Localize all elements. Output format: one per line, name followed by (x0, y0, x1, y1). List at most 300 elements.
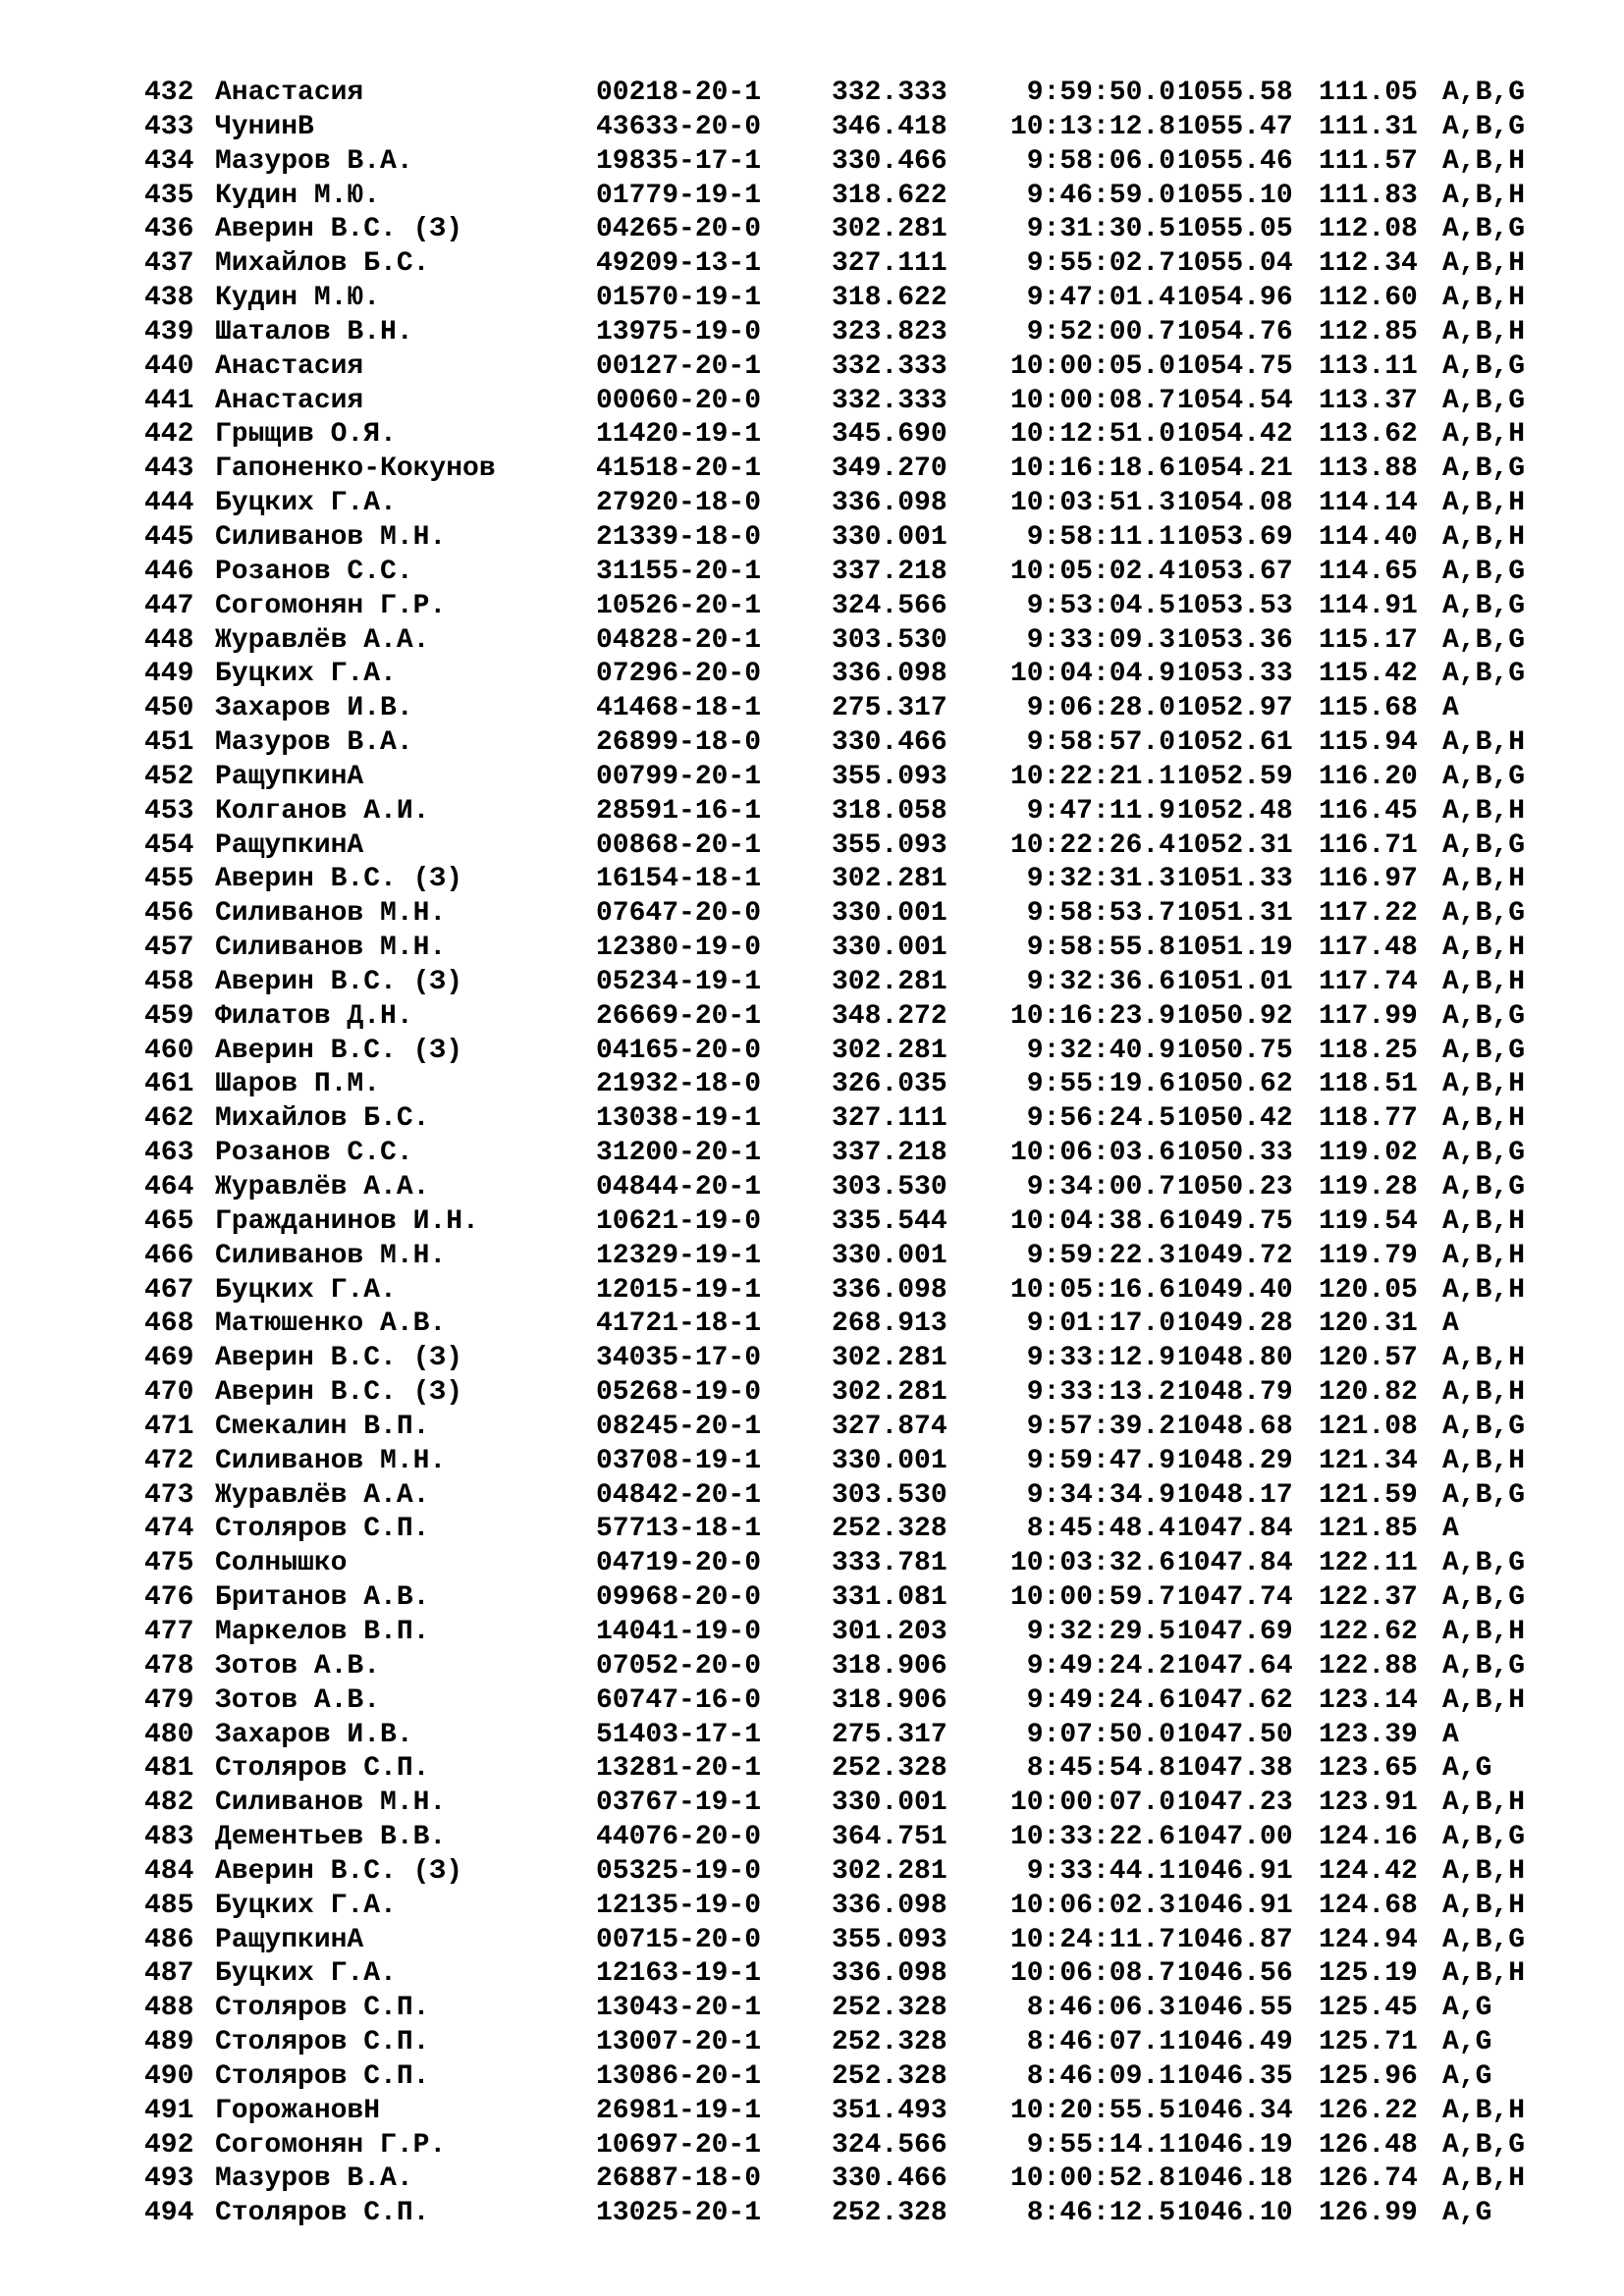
row-number: 462 (144, 1103, 194, 1135)
cumulative-value: 121.08 (1319, 1411, 1418, 1442)
table-row (144, 1102, 1526, 1137)
participant-name: Столяров С.П. (215, 1514, 430, 1545)
table-row (144, 316, 1526, 350)
flags-value: A,B,G (1442, 1548, 1526, 1579)
table-row (144, 966, 1526, 1000)
cumulative-value: 112.85 (1319, 316, 1418, 347)
time-value: 10:16:23.9 (1009, 1000, 1175, 1032)
record-code: 28591-16-1 (596, 795, 762, 827)
time-value: 9:32:29.5 (1026, 1616, 1175, 1647)
record-code: 31155-20-1 (596, 556, 762, 587)
score-value: 1050.23 (1177, 1172, 1293, 1202)
table-row (144, 1171, 1526, 1205)
table-row (144, 1547, 1526, 1581)
time-value: 10:06:03.6 (1009, 1138, 1175, 1169)
score-value: 1046.18 (1177, 2163, 1293, 2195)
cumulative-value: 126.74 (1319, 2163, 1418, 2195)
time-value: 9:33:09.3 (1026, 624, 1175, 656)
record-code: 41518-20-1 (596, 454, 762, 485)
participant-name: Аверин В.С. (З) (215, 966, 463, 997)
distance-value: 275.317 (832, 693, 947, 724)
cumulative-value: 116.45 (1319, 795, 1418, 827)
distance-value: 337.218 (832, 556, 947, 587)
distance-value: 330.001 (832, 1240, 947, 1271)
score-value: 1051.33 (1177, 864, 1293, 895)
row-number: 470 (144, 1377, 194, 1409)
cumulative-value: 119.02 (1319, 1138, 1418, 1169)
distance-value: 327.111 (832, 248, 947, 280)
record-code: 07647-20-0 (596, 898, 762, 930)
score-value: 1054.42 (1177, 419, 1293, 451)
participant-name: Мазуров В.А. (215, 727, 413, 759)
cumulative-value: 112.08 (1319, 214, 1418, 245)
record-code: 13043-20-1 (596, 1993, 762, 2024)
time-value: 10:03:51.3 (1009, 488, 1175, 519)
flags-value: A,B,G (1442, 1035, 1526, 1066)
participant-name: Аверин В.С. (З) (215, 1035, 463, 1066)
flags-value: A,B,G (1442, 350, 1526, 382)
cumulative-value: 114.91 (1319, 590, 1418, 621)
score-value: 1046.87 (1177, 1924, 1293, 1955)
row-number: 444 (144, 488, 194, 519)
table-row (144, 726, 1526, 761)
row-number: 465 (144, 1205, 194, 1237)
score-value: 1046.55 (1177, 1993, 1293, 2024)
score-value: 1055.47 (1177, 111, 1293, 142)
distance-value: 302.281 (832, 966, 947, 997)
time-value: 9:49:24.6 (1026, 1684, 1175, 1716)
record-code: 05325-19-0 (596, 1855, 762, 1887)
time-value: 9:33:44.1 (1026, 1855, 1175, 1887)
row-number: 486 (144, 1924, 194, 1955)
score-value: 1048.80 (1177, 1343, 1293, 1374)
table-row (144, 247, 1526, 282)
score-value: 1047.84 (1177, 1514, 1293, 1545)
time-value: 10:20:55.5 (1009, 2095, 1175, 2126)
distance-value: 318.622 (832, 180, 947, 211)
cumulative-value: 116.71 (1319, 829, 1418, 861)
participant-name: Мазуров В.А. (215, 145, 413, 177)
score-value: 1046.49 (1177, 2027, 1293, 2058)
table-row (144, 1137, 1526, 1171)
row-number: 479 (144, 1684, 194, 1716)
table-row (144, 282, 1526, 316)
flags-value: A,B,G (1442, 1411, 1526, 1442)
row-number: 455 (144, 864, 194, 895)
row-number: 491 (144, 2095, 194, 2126)
cumulative-value: 122.88 (1319, 1650, 1418, 1682)
distance-value: 337.218 (832, 1138, 947, 1169)
score-value: 1055.04 (1177, 248, 1293, 280)
row-number: 453 (144, 795, 194, 827)
record-code: 10526-20-1 (596, 590, 762, 621)
score-value: 1049.75 (1177, 1205, 1293, 1237)
row-number: 463 (144, 1138, 194, 1169)
row-number: 468 (144, 1308, 194, 1340)
distance-value: 326.035 (832, 1069, 947, 1100)
participant-name: Столяров С.П. (215, 1753, 430, 1785)
distance-value: 348.272 (832, 1000, 947, 1032)
table-row (144, 897, 1526, 932)
flags-value: A,B,H (1442, 1069, 1526, 1100)
cumulative-value: 124.68 (1319, 1890, 1418, 1921)
distance-value: 355.093 (832, 829, 947, 861)
flags-value: A (1442, 693, 1459, 724)
participant-name: Михайлов Б.С. (215, 1103, 430, 1135)
distance-value: 364.751 (832, 1822, 947, 1853)
record-code: 01779-19-1 (596, 180, 762, 211)
table-row (144, 658, 1526, 692)
record-code: 12015-19-1 (596, 1274, 762, 1306)
time-value: 9:46:59.0 (1026, 180, 1175, 211)
score-value: 1046.34 (1177, 2095, 1293, 2126)
cumulative-value: 119.28 (1319, 1172, 1418, 1202)
record-code: 16154-18-1 (596, 864, 762, 895)
table-row (144, 2060, 1519, 2095)
flags-value: A,B,H (1442, 1616, 1526, 1647)
participant-name: Согомонян Г.Р. (215, 590, 447, 621)
participant-name: Буцких Г.А. (215, 1274, 397, 1306)
row-number: 481 (144, 1753, 194, 1785)
table-row (144, 1719, 1519, 1753)
table-row (144, 1787, 1526, 1821)
cumulative-value: 114.14 (1319, 488, 1418, 519)
participant-name: Шаталов В.Н. (215, 316, 413, 347)
table-row (144, 1581, 1526, 1616)
record-code: 21932-18-0 (596, 1069, 762, 1100)
flags-value: A,B,G (1442, 111, 1526, 142)
distance-value: 327.111 (832, 1103, 947, 1135)
record-code: 00060-20-0 (596, 385, 762, 416)
score-value: 1046.91 (1177, 1855, 1293, 1887)
cumulative-value: 122.37 (1319, 1582, 1418, 1614)
table-row (144, 1992, 1519, 2026)
record-code: 00715-20-0 (596, 1924, 762, 1955)
flags-value: A,G (1442, 2027, 1492, 2058)
row-number: 438 (144, 283, 194, 314)
record-code: 27920-18-0 (596, 488, 762, 519)
cumulative-value: 125.96 (1319, 2060, 1418, 2092)
distance-value: 302.281 (832, 1035, 947, 1066)
flags-value: A,B,G (1442, 454, 1526, 485)
score-value: 1051.19 (1177, 933, 1293, 964)
score-value: 1046.19 (1177, 2129, 1293, 2161)
cumulative-value: 121.85 (1319, 1514, 1418, 1545)
table-row (144, 624, 1526, 659)
participant-name: Аверин В.С. (З) (215, 214, 463, 245)
participant-name: Силиванов М.Н. (215, 521, 447, 553)
time-value: 9:58:06.0 (1026, 145, 1175, 177)
distance-value: 252.328 (832, 2198, 947, 2229)
participant-name: Кудин М.Ю. (215, 283, 381, 314)
row-number: 487 (144, 1958, 194, 1990)
record-code: 07296-20-0 (596, 659, 762, 690)
distance-value: 252.328 (832, 1993, 947, 2024)
score-value: 1048.17 (1177, 1479, 1293, 1511)
score-value: 1053.36 (1177, 624, 1293, 656)
flags-value: A,G (1442, 1753, 1492, 1785)
distance-value: 332.333 (832, 78, 947, 108)
table-row (144, 863, 1526, 897)
flags-value: A,B,H (1442, 1377, 1526, 1409)
record-code: 10621-19-0 (596, 1205, 762, 1237)
row-number: 482 (144, 1788, 194, 1819)
cumulative-value: 126.48 (1319, 2129, 1418, 2161)
table-row (144, 1650, 1526, 1684)
time-value: 10:04:38.6 (1009, 1205, 1175, 1237)
record-code: 04265-20-0 (596, 214, 762, 245)
row-number: 443 (144, 454, 194, 485)
distance-value: 303.530 (832, 1479, 947, 1511)
table-row (144, 1000, 1526, 1035)
participant-name: Гапоненко-Кокунов (215, 454, 496, 485)
row-number: 452 (144, 761, 194, 792)
flags-value: A,B,H (1442, 864, 1526, 895)
record-code: 13086-20-1 (596, 2060, 762, 2092)
time-value: 9:55:19.6 (1026, 1069, 1175, 1100)
table-row (144, 761, 1526, 795)
table-row (144, 932, 1526, 966)
time-value: 9:59:22.3 (1026, 1240, 1175, 1271)
flags-value: A,B,H (1442, 145, 1526, 177)
table-row (144, 1411, 1526, 1445)
cumulative-value: 125.45 (1319, 1993, 1418, 2024)
participant-name: Анастасия (215, 385, 364, 416)
score-value: 1047.38 (1177, 1753, 1293, 1785)
record-code: 21339-18-0 (596, 521, 762, 553)
cumulative-value: 111.05 (1319, 78, 1418, 108)
distance-value: 330.001 (832, 898, 947, 930)
score-value: 1051.31 (1177, 898, 1293, 930)
time-value: 10:04:04.9 (1009, 659, 1175, 690)
cumulative-value: 117.22 (1319, 898, 1418, 930)
table-row (144, 1274, 1526, 1308)
distance-value: 268.913 (832, 1308, 947, 1340)
table-row (144, 1821, 1526, 1855)
record-code: 00218-20-1 (596, 78, 762, 108)
flags-value: A,B,G (1442, 1822, 1526, 1853)
distance-value: 330.001 (832, 1445, 947, 1476)
score-value: 1054.54 (1177, 385, 1293, 416)
cumulative-value: 121.34 (1319, 1445, 1418, 1476)
participant-name: Силиванов М.Н. (215, 1445, 447, 1476)
record-code: 04165-20-0 (596, 1035, 762, 1066)
time-value: 9:55:14.1 (1026, 2129, 1175, 2161)
participant-name: Столяров С.П. (215, 2198, 430, 2229)
time-value: 9:47:11.9 (1026, 795, 1175, 827)
score-value: 1054.08 (1177, 488, 1293, 519)
cumulative-value: 114.65 (1319, 556, 1418, 587)
flags-value: A,B,G (1442, 761, 1526, 792)
record-code: 13975-19-0 (596, 316, 762, 347)
table-row (144, 1342, 1526, 1376)
row-number: 473 (144, 1479, 194, 1511)
flags-value: A,B,H (1442, 1343, 1526, 1374)
table-row (144, 385, 1526, 419)
distance-value: 330.001 (832, 521, 947, 553)
score-value: 1050.75 (1177, 1035, 1293, 1066)
record-code: 04842-20-1 (596, 1479, 762, 1511)
record-code: 09968-20-0 (596, 1582, 762, 1614)
distance-value: 252.328 (832, 2027, 947, 2058)
flags-value: A,B,G (1442, 78, 1526, 108)
row-number: 437 (144, 248, 194, 280)
cumulative-value: 113.37 (1319, 385, 1418, 416)
row-number: 459 (144, 1000, 194, 1032)
record-code: 41468-18-1 (596, 693, 762, 724)
table-row (144, 1445, 1526, 1479)
participant-name: Журавлёв А.А. (215, 624, 430, 656)
participant-name: Анастасия (215, 350, 364, 382)
participant-name: Аверин В.С. (З) (215, 1855, 463, 1887)
distance-value: 335.544 (832, 1205, 947, 1237)
cumulative-value: 115.42 (1319, 659, 1418, 690)
row-number: 485 (144, 1890, 194, 1921)
table-row (144, 1513, 1519, 1547)
participant-name: Захаров И.В. (215, 693, 413, 724)
time-value: 9:55:02.7 (1026, 248, 1175, 280)
participant-name: Колганов А.И. (215, 795, 430, 827)
score-value: 1051.01 (1177, 966, 1293, 997)
cumulative-value: 116.97 (1319, 864, 1418, 895)
distance-value: 252.328 (832, 1514, 947, 1545)
time-value: 9:58:57.0 (1026, 727, 1175, 759)
score-value: 1053.33 (1177, 659, 1293, 690)
participant-name: Аверин В.С. (З) (215, 864, 463, 895)
table-row (144, 1752, 1519, 1787)
cumulative-value: 120.05 (1319, 1274, 1418, 1306)
participant-name: Зотов А.В. (215, 1650, 381, 1682)
distance-value: 349.270 (832, 454, 947, 485)
row-number: 478 (144, 1650, 194, 1682)
distance-value: 303.530 (832, 624, 947, 656)
table-row (144, 1616, 1526, 1650)
score-value: 1047.64 (1177, 1650, 1293, 1682)
cumulative-value: 118.25 (1319, 1035, 1418, 1066)
cumulative-value: 124.42 (1319, 1855, 1418, 1887)
time-value: 9:31:30.5 (1026, 214, 1175, 245)
row-number: 441 (144, 385, 194, 416)
table-row (144, 556, 1526, 590)
record-code: 11420-19-1 (596, 419, 762, 451)
distance-value: 318.906 (832, 1650, 947, 1682)
table-row (144, 1308, 1519, 1342)
flags-value: A,B,G (1442, 1172, 1526, 1202)
record-code: 26887-18-0 (596, 2163, 762, 2195)
score-value: 1046.35 (1177, 2060, 1293, 2092)
cumulative-value: 122.62 (1319, 1616, 1418, 1647)
time-value: 9:53:04.5 (1026, 590, 1175, 621)
record-code: 12135-19-0 (596, 1890, 762, 1921)
participant-name: РащупкинА (215, 1924, 364, 1955)
time-value: 10:00:07.0 (1009, 1788, 1175, 1819)
cumulative-value: 119.54 (1319, 1205, 1418, 1237)
record-code: 07052-20-0 (596, 1650, 762, 1682)
score-value: 1052.48 (1177, 795, 1293, 827)
distance-value: 332.333 (832, 385, 947, 416)
table-row (144, 521, 1526, 556)
table-row (144, 2129, 1526, 2163)
row-number: 446 (144, 556, 194, 587)
table-row (144, 1479, 1526, 1514)
row-number: 445 (144, 521, 194, 553)
flags-value: A,B,H (1442, 1788, 1526, 1819)
participant-name: Столяров С.П. (215, 1993, 430, 2024)
time-value: 9:56:24.5 (1026, 1103, 1175, 1135)
distance-value: 346.418 (832, 111, 947, 142)
record-code: 57713-18-1 (596, 1514, 762, 1545)
score-value: 1048.68 (1177, 1411, 1293, 1442)
table-row (144, 1205, 1526, 1240)
time-value: 10:06:02.3 (1009, 1890, 1175, 1921)
flags-value: A,G (1442, 2198, 1492, 2229)
cumulative-value: 126.22 (1319, 2095, 1418, 2126)
participant-name: Силиванов М.Н. (215, 1788, 447, 1819)
flags-value: A,B,G (1442, 1650, 1526, 1682)
distance-value: 330.466 (832, 2163, 947, 2195)
participant-name: Маркелов В.П. (215, 1616, 430, 1647)
row-number: 475 (144, 1548, 194, 1579)
flags-value: A,B,H (1442, 521, 1526, 553)
participant-name: Журавлёв А.А. (215, 1479, 430, 1511)
distance-value: 302.281 (832, 1377, 947, 1409)
table-row (144, 2095, 1526, 2129)
cumulative-value: 118.77 (1319, 1103, 1418, 1135)
record-code: 12163-19-1 (596, 1958, 762, 1990)
record-code: 13007-20-1 (596, 2027, 762, 2058)
score-value: 1054.96 (1177, 283, 1293, 314)
cumulative-value: 115.94 (1319, 727, 1418, 759)
record-code: 01570-19-1 (596, 283, 762, 314)
cumulative-value: 111.83 (1319, 180, 1418, 211)
record-code: 04844-20-1 (596, 1172, 762, 1202)
time-value: 9:32:36.6 (1026, 966, 1175, 997)
flags-value: A (1442, 1308, 1459, 1340)
distance-value: 302.281 (832, 1855, 947, 1887)
record-code: 26899-18-0 (596, 727, 762, 759)
time-value: 10:12:51.0 (1009, 419, 1175, 451)
time-value: 9:58:55.8 (1026, 933, 1175, 964)
flags-value: A,B,H (1442, 727, 1526, 759)
score-value: 1050.33 (1177, 1138, 1293, 1169)
flags-value: A,B,H (1442, 1240, 1526, 1271)
table-row (144, 1890, 1526, 1924)
table-row (144, 1035, 1526, 1069)
score-value: 1047.69 (1177, 1616, 1293, 1647)
table-row (144, 1684, 1526, 1719)
time-value: 9:57:39.2 (1026, 1411, 1175, 1442)
table-row (144, 2026, 1519, 2060)
time-value: 10:33:22.6 (1009, 1822, 1175, 1853)
row-number: 440 (144, 350, 194, 382)
participant-name: Силиванов М.Н. (215, 898, 447, 930)
time-value: 9:32:31.3 (1026, 864, 1175, 895)
distance-value: 302.281 (832, 214, 947, 245)
results-list (144, 77, 1526, 2231)
distance-value: 336.098 (832, 1958, 947, 1990)
time-value: 8:45:48.4 (1026, 1514, 1175, 1545)
time-value: 10:13:12.8 (1009, 111, 1175, 142)
score-value: 1053.67 (1177, 556, 1293, 587)
time-value: 8:46:07.1 (1026, 2027, 1175, 2058)
record-code: 10697-20-1 (596, 2129, 762, 2161)
record-code: 04828-20-1 (596, 624, 762, 656)
score-value: 1052.31 (1177, 829, 1293, 861)
table-row (144, 77, 1526, 111)
table-row (144, 829, 1526, 864)
flags-value: A,B,H (1442, 1958, 1526, 1990)
table-row (144, 2163, 1526, 2197)
